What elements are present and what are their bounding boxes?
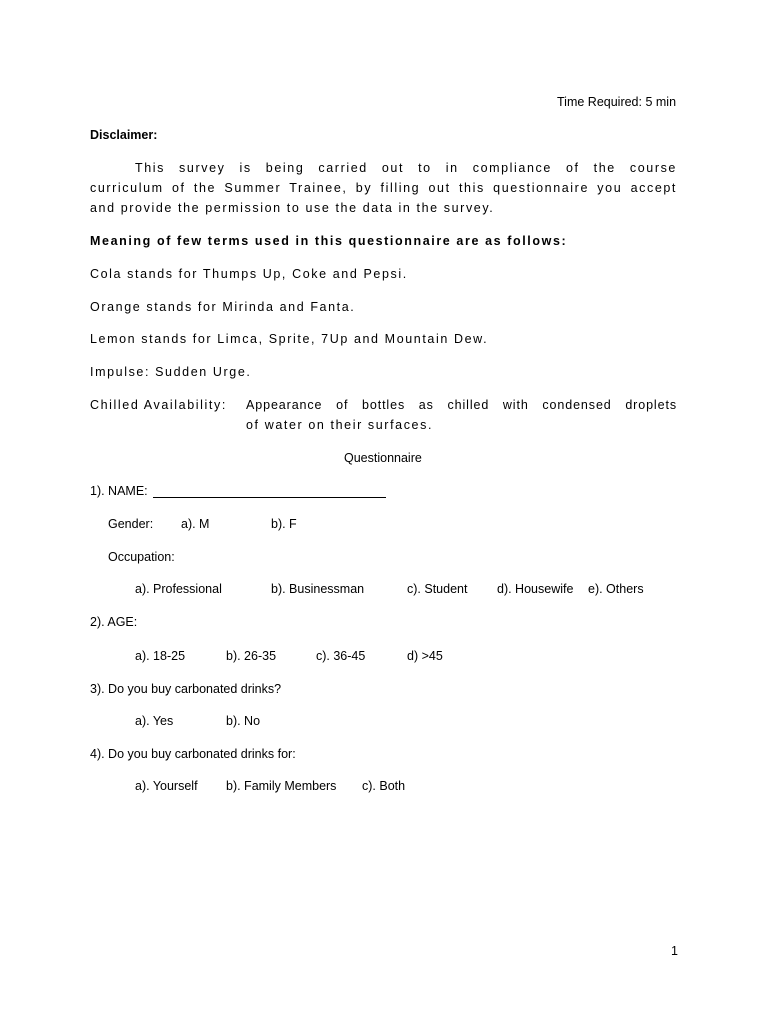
time-required: Time Required: 5 min: [557, 95, 677, 109]
disclaimer-line-2: curriculum of the Summer Trainee, by filling out this questionnaire you accept: [90, 181, 677, 195]
term-chilled-line-1: Appearance of bottles as chilled with condensed droplets: [246, 398, 677, 412]
page-number: 1: [671, 944, 678, 958]
gender-option-m[interactable]: a). M: [181, 517, 210, 531]
name-blank[interactable]: [153, 497, 386, 498]
term-orange: Orange stands for Mirinda and Fanta.: [90, 300, 356, 314]
q2-label: 2). AGE:: [90, 615, 138, 629]
occupation-option-others[interactable]: e). Others: [588, 582, 644, 596]
age-option-18-25[interactable]: a). 18-25: [135, 649, 186, 663]
term-chilled-line-2: of water on their surfaces.: [246, 418, 434, 432]
occupation-option-businessman[interactable]: b). Businessman: [271, 582, 365, 596]
q1-label: 1). NAME:: [90, 484, 148, 498]
occupation-label: Occupation:: [108, 550, 175, 564]
gender-label: Gender:: [108, 517, 154, 531]
term-lemon: Lemon stands for Limca, Sprite, 7Up and Mountain Dew.: [90, 332, 489, 346]
q3-option-no[interactable]: b). No: [226, 714, 261, 728]
age-option-26-35[interactable]: b). 26-35: [226, 649, 277, 663]
gender-option-f[interactable]: b). F: [271, 517, 297, 531]
disclaimer-line-3: and provide the permission to use the data in the survey.: [90, 201, 495, 215]
term-chilled-label: Chilled Availability:: [90, 398, 227, 412]
term-cola: Cola stands for Thumps Up, Coke and Pepsi.: [90, 267, 408, 281]
age-option-over-45[interactable]: d) >45: [407, 649, 443, 663]
occupation-option-professional[interactable]: a). Professional: [135, 582, 222, 596]
q3-option-yes[interactable]: a). Yes: [135, 714, 174, 728]
age-option-36-45[interactable]: c). 36-45: [316, 649, 366, 663]
term-impulse: Impulse: Sudden Urge.: [90, 365, 252, 379]
occupation-option-housewife[interactable]: d). Housewife: [497, 582, 574, 596]
q4-option-family-members[interactable]: b). Family Members: [226, 779, 337, 793]
disclaimer-heading: Disclaimer:: [90, 128, 158, 142]
q3-label: 3). Do you buy carbonated drinks?: [90, 682, 282, 696]
questionnaire-title: Questionnaire: [344, 451, 422, 465]
q4-option-yourself[interactable]: a). Yourself: [135, 779, 198, 793]
terms-intro: Meaning of few terms used in this questionnaire are as follows:: [90, 234, 568, 248]
q4-label: 4). Do you buy carbonated drinks for:: [90, 747, 296, 761]
q4-option-both[interactable]: c). Both: [362, 779, 406, 793]
occupation-option-student[interactable]: c). Student: [407, 582, 468, 596]
disclaimer-line-1: This survey is being carried out to in compliance of the course: [135, 161, 677, 175]
